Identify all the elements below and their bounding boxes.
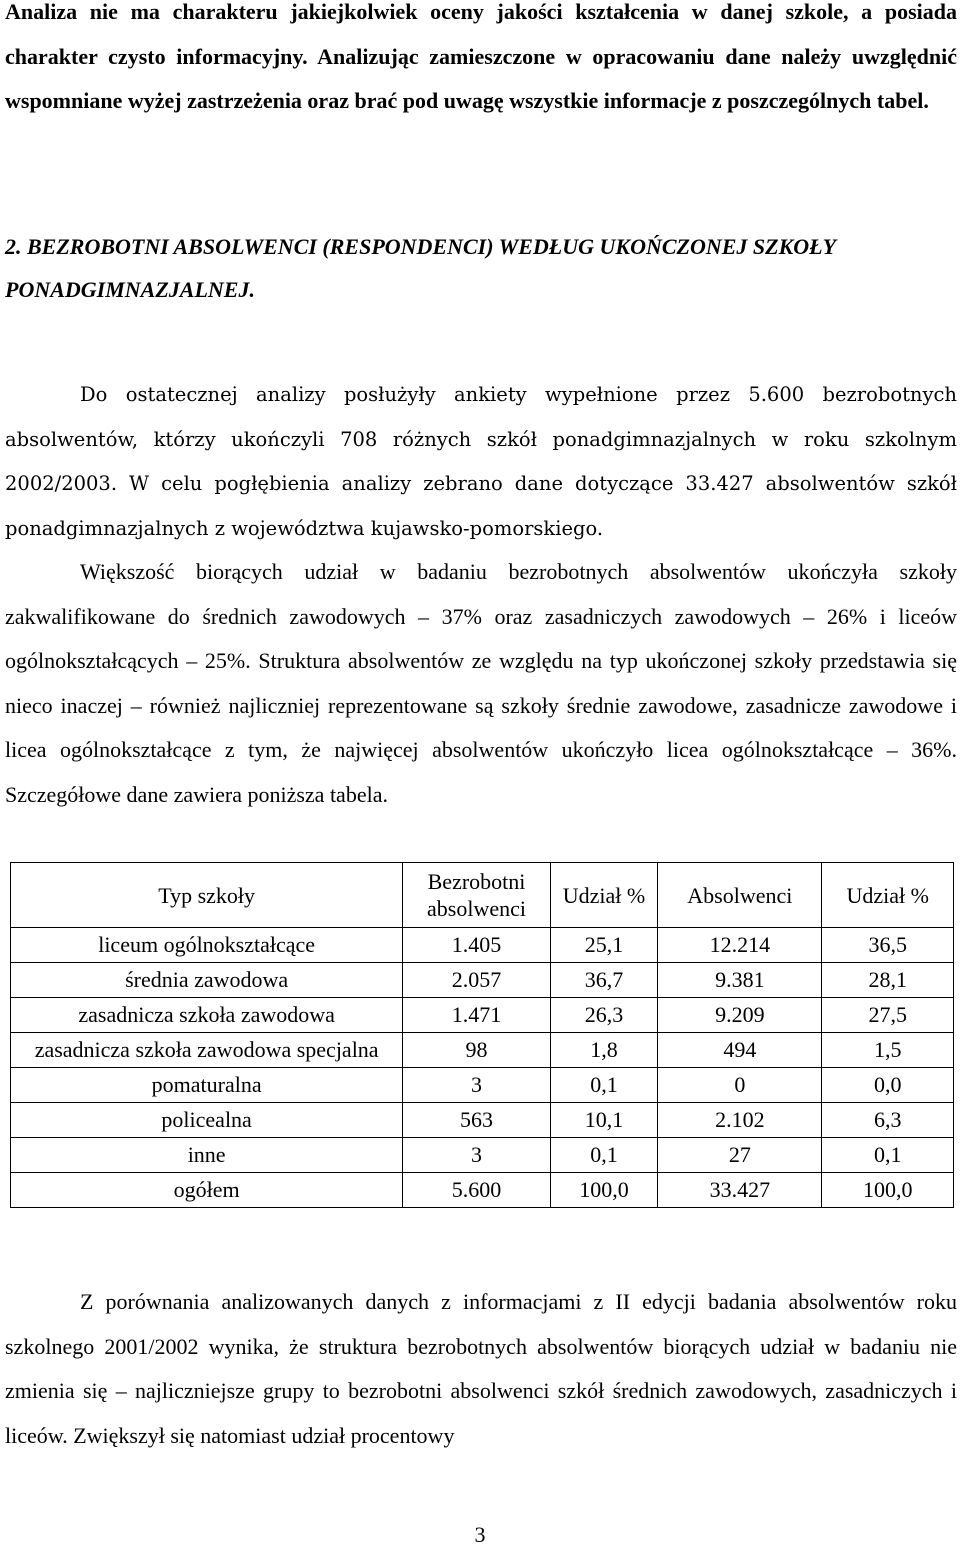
table-cell: średnia zawodowa [11, 963, 403, 998]
table-cell: 1,5 [822, 1033, 954, 1068]
table-header-row [11, 863, 954, 928]
table-cell: 98 [403, 1033, 551, 1068]
table-cell: 33.427 [658, 1173, 822, 1208]
table-cell: 100,0 [822, 1173, 954, 1208]
table-cell: 100,0 [550, 1173, 658, 1208]
table-cell: 6,3 [822, 1103, 954, 1138]
header-school-type: Typ szkoły [11, 863, 403, 928]
page-number: 3 [474, 1522, 486, 1547]
table-cell: 5.600 [403, 1173, 551, 1208]
table-cell: 26,3 [550, 998, 658, 1033]
table-cell: zasadnicza szkoła zawodowa specjalna [11, 1033, 403, 1068]
header-share-unemployed: Udział % [550, 863, 658, 928]
paragraph-2: Większość biorących udział w badaniu bezrobotnych absolwentów ukończyła szkoły zakwalifikowane do średnich zawodowych – 37% oraz zasadniczych zawodowych – 26% i liceów ogólnokształcących – 25%. Struktura absolwentów ze względu na typ ukończonej szkoły przedstawia się nieco inaczej – również najliczniej reprezentowane są szkoły średnie zawodowe, zasadnicze zawodowe i licea ogólnokształcące z tym, że najwięcej absolwentów ukończyło licea ogólnokształcące – 36%. Szczegółowe dane zawiera poniższa tabela. [5, 559, 957, 807]
intro-paragraph: Analiza nie ma charakteru jakiejkolwiek oceny jakości kształcenia w danej szkole, a posiada charakter czysto informacyjny. Analizując zamieszczone w opracowaniu dane należy uwzględnić wspomniane wyżej zastrzeżenia oraz brać pod uwagę wszystkie informacje z poszczególnych tabel. [5, 0, 957, 114]
table-cell: 36,5 [822, 928, 954, 963]
table-cell: 0,1 [550, 1138, 658, 1173]
table-row [11, 928, 954, 963]
table-cell: 2.102 [658, 1103, 822, 1138]
table-cell: 27,5 [822, 998, 954, 1033]
table-cell: 3 [403, 1068, 551, 1103]
table-cell: 10,1 [550, 1103, 658, 1138]
table-row [11, 1103, 954, 1138]
table-cell: 494 [658, 1033, 822, 1068]
paragraph-1: Do ostatecznej analizy posłużyły ankiety wypełnione przez 5.600 bezrobotnych absolwentów, którzy ukończyli 708 różnych szkół ponadgimnazjalnych w roku szkolnym 2002/2003. W celu pogłębienia analizy zebrano dane dotyczące 33.427 absolwentów szkół ponadgimnazjalnych z województwa kujawsko-pomorskiego. [5, 383, 957, 540]
table-cell: 27 [658, 1138, 822, 1173]
table-cell: 0,1 [550, 1068, 658, 1103]
table-cell: zasadnicza szkoła zawodowa [11, 998, 403, 1033]
table-cell: 3 [403, 1138, 551, 1173]
table-cell: 0,1 [822, 1138, 954, 1173]
table-cell: 12.214 [658, 928, 822, 963]
header-share-graduates: Udział % [822, 863, 954, 928]
header-unemployed-graduates: Bezrobotni absolwenci [403, 863, 551, 928]
table-cell: liceum ogólnokształcące [11, 928, 403, 963]
table-cell: 36,7 [550, 963, 658, 998]
table-cell: policealna [11, 1103, 403, 1138]
table-row [11, 1173, 954, 1208]
table-cell: 1.405 [403, 928, 551, 963]
table-cell: 1.471 [403, 998, 551, 1033]
table-row [11, 1068, 954, 1103]
table-cell: pomaturalna [11, 1068, 403, 1103]
table-row [11, 963, 954, 998]
table-row [11, 998, 954, 1033]
table-cell: ogółem [11, 1173, 403, 1208]
table-cell: 9.209 [658, 998, 822, 1033]
table-cell: 1,8 [550, 1033, 658, 1068]
table-cell: 2.057 [403, 963, 551, 998]
table-cell: 0,0 [822, 1068, 954, 1103]
table-cell: 25,1 [550, 928, 658, 963]
table-cell: 563 [403, 1103, 551, 1138]
school-type-table [10, 862, 954, 1208]
table-cell: 9.381 [658, 963, 822, 998]
table-cell: 28,1 [822, 963, 954, 998]
table-cell: inne [11, 1138, 403, 1173]
table-row [11, 1138, 954, 1173]
section-heading: 2. BEZROBOTNI ABSOLWENCI (RESPONDENCI) WEDŁUG UKOŃCZONEJ SZKOŁY PONADGIMNAZJALNEJ. [5, 234, 836, 302]
table-cell: 0 [658, 1068, 822, 1103]
paragraph-3: Z porównania analizowanych danych z informacjami z II edycji badania absolwentów roku szkolnego 2001/2002 wynika, że struktura bezrobotnych absolwentów biorących udział w badaniu nie zmienia się – najliczniejsze grupy to bezrobotni absolwenci szkół średnich zawodowych, zasadniczych i liceów. Zwiększył się natomiast udział procentowy [5, 1289, 957, 1448]
header-graduates: Absolwenci [658, 863, 822, 928]
table-row [11, 1033, 954, 1068]
